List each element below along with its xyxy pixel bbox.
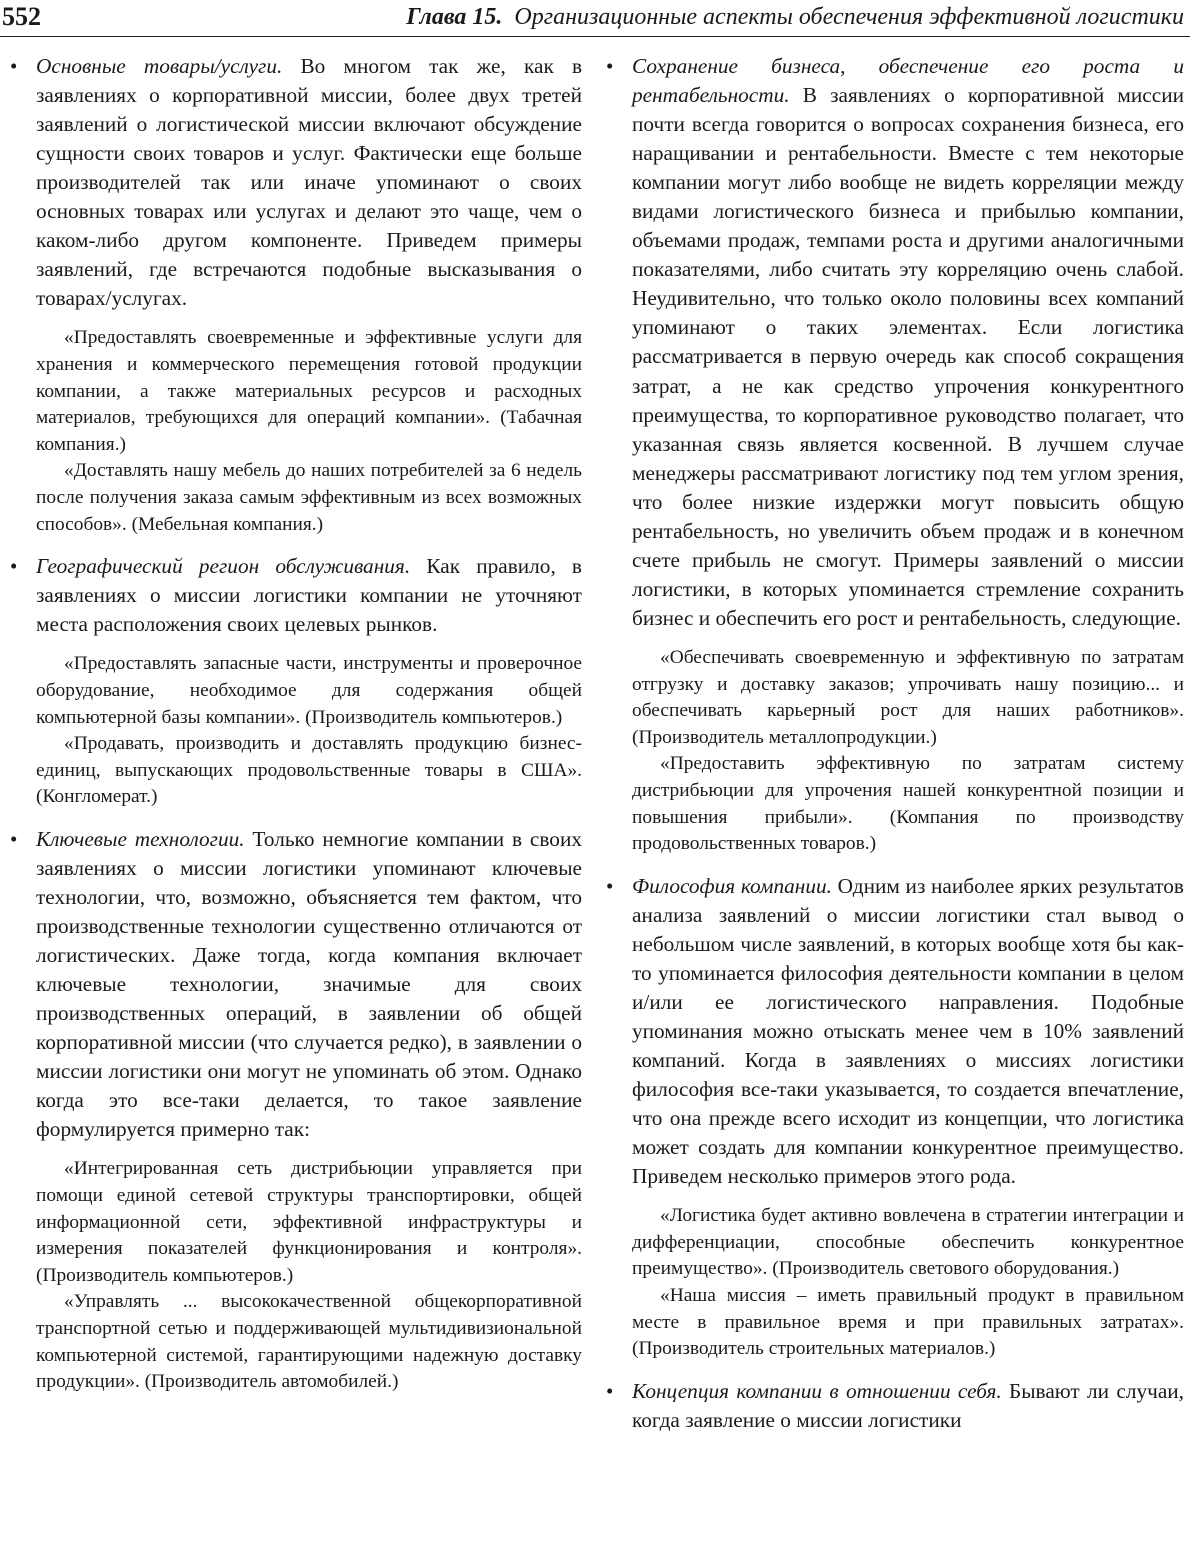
- item-lead: Философия компании.: [632, 873, 832, 898]
- item-lead: Ключевые технологии.: [36, 826, 245, 851]
- page-header: [0, 0, 1190, 40]
- page-number: 552: [2, 2, 41, 31]
- quote: «Логистика будет активно вовлечена в стратегии интеграции и дифференциации, способные обеспечить конкурентное преимущество». (Производитель светового оборудования.): [632, 1205, 1184, 1280]
- quote: «Предоставлять своевременные и эффективные услуги для хранения и коммерческого перемещения готовой продукции компании, а также материальных ресурсов и расходных материалов, требующихся для операций компании». (Табачная компания.): [36, 327, 582, 455]
- item-text: Как правило, в заявлениях о миссии логистики компании не уточняют места расположения своих целевых рынков.: [36, 554, 582, 637]
- bullet-marker: •: [10, 54, 18, 78]
- item-text: Бывают ли случаи, когда заявление о миссии логистики: [632, 1378, 1184, 1432]
- bullet-marker: •: [606, 54, 614, 78]
- bullet-item-business-growth: [602, 52, 1184, 633]
- item-lead: Географический регион обслуживания.: [36, 554, 411, 579]
- bullet-marker: •: [606, 1378, 614, 1403]
- quote: «Управлять ... высококачественной общекорпоративной транспортной сетью и поддерживающей мультидивизиональной компьютерной системой, гарантирующими надежную доставку продукции». (Производитель автомобилей.): [36, 1291, 582, 1393]
- quote: «Интегрированная сеть дистрибьюции управляется при помощи единой сетевой структуры транспортировки, общей информационной сети, эффективной инфраструктуры и измерения показателей функционирования и контроля». (Производитель компьютеров.): [36, 1158, 582, 1286]
- bullet-item-company-philosophy: [602, 872, 1184, 1192]
- chapter-label: Глава 15.: [406, 4, 503, 30]
- item-text: Одним из наиболее ярких результатов анализа заявлений о миссии логистики стал вывод о небольшом числе заявлений, в которых вообще хотя бы как-то упоминается философия деятельности компании в целом и/или ее логистического направления. Подобные упоминания можно отыскать менее чем в 10% заявлений компаний. Когда в заявлениях о миссиях логистики философия все-таки указывается, то создается впечатление, что она прежде всего исходит из концепции, что логистика может создать для компании конкурентное преимущество. Приведем несколько примеров этого рода.: [632, 873, 1184, 1189]
- quote: «Доставлять нашу мебель до наших потребителей за 6 недель после получения заказа самым эффективным из всех возможных способов». (Мебельная компания.): [36, 460, 582, 535]
- quote: «Продавать, производить и доставлять продукцию бизнес-единиц, выпускающих продовольственные товары в США». (Конгломерат.): [36, 733, 582, 808]
- bullet-item-key-technologies: [6, 825, 582, 1145]
- chapter-title: Организационные аспекты обеспечения эффективной логистики: [514, 4, 1184, 30]
- item-text: Во многом так же, как в заявлениях о корпоративной миссии, более двух третей заявлений о логистической миссии включают обсуждение сущности своих товаров и услуг. Фактически еще больше производителей так или иначе упоминают о своих основных товарах или услугах и делают это чаще, чем о каком-либо другом компоненте. Приведем примеры заявлений, где встречаются подобные высказывания о товарах/услугах.: [36, 54, 583, 311]
- right-column: [602, 52, 1184, 1435]
- bullet-item-geographic-region: [6, 552, 582, 639]
- quote: «Обеспечивать своевременную и эффективную по затратам отгрузку и доставку заказов; упрочивать нашу позицию... и обеспечивать карьерный рост для наших работников». (Производитель металлопродукции.): [632, 646, 1184, 748]
- quote: «Наша миссия – иметь правильный продукт в правильном месте в правильное время и при правильных затратах». (Производитель строительных материалов.): [632, 1284, 1184, 1360]
- item-lead: Концепция компании в отношении себя.: [632, 1378, 1002, 1403]
- bullet-marker: •: [606, 873, 614, 898]
- bullet-item-self-concept: [602, 1377, 1184, 1435]
- item-text: В заявлениях о корпоративной миссии почти всегда говорится о вопросах сохранения бизнеса, его наращивании и рентабельности. Вместе с тем некоторые компании могут либо вообще не видеть корреляции между видами логистического бизнеса и прибылью компании, объемами продаж, темпами роста и другими аналогичными показателями, либо считать эту корреляцию очень слабой. Неудивительно, что только около половины всех компаний упоминают о таких элементах. Если логистика рассматривается в первую очередь как способ сокращения затрат, а не как средство упрочения конкурентного преимущества, то корпоративное руководство полагает, что указанная связь является косвенной. В лучшем случае менеджеры рассматривают логистику под тем углом зрения, что более низкие издержки могут повысить общую рентабельность, но увеличить объем продаж и в конечном счете прибыль не смогут. Примеры заявлений о миссии логистики, в которых упоминается стремление сохранить бизнес и обеспечить его рост и рентабельность, следующие.: [632, 83, 1184, 630]
- item-lead: Сохранение бизнеса, обеспечение его роста и рентабельности.: [632, 54, 1184, 108]
- bullet-marker: •: [10, 554, 18, 579]
- header-rule: [0, 36, 1190, 37]
- quote: «Предоставлять запасные части, инструменты и проверочное оборудование, необходимое для содержания общей компьютерной базы компании». (Производитель компьютеров.): [36, 653, 582, 728]
- item-lead: Основные товары/услуги.: [36, 54, 283, 78]
- left-column: [6, 52, 582, 1396]
- bullet-item-main-products: [6, 52, 582, 313]
- quote: «Предоставить эффективную по затратам систему дистрибьюции для упрочения нашей конкурентной позиции и повышения прибыли». (Компания по производству продовольственных товаров.): [632, 753, 1184, 855]
- bullet-marker: •: [10, 826, 18, 851]
- item-text: Только немногие компании в своих заявлениях о миссии логистики упоминают ключевые технологии, что, возможно, объясняется тем фактом, что производственные технологии существенно отличаются от логистических. Даже тогда, когда компания включает ключевые технологии, значимые для своих производственных операций, в заявлении об общей корпоративной миссии (что случается редко), в заявлении о миссии логистики они могут не упоминать об этом. Однако когда это все-таки делается, то такое заявление формулируется примерно так:: [36, 826, 582, 1142]
- running-title: [406, 2, 1184, 32]
